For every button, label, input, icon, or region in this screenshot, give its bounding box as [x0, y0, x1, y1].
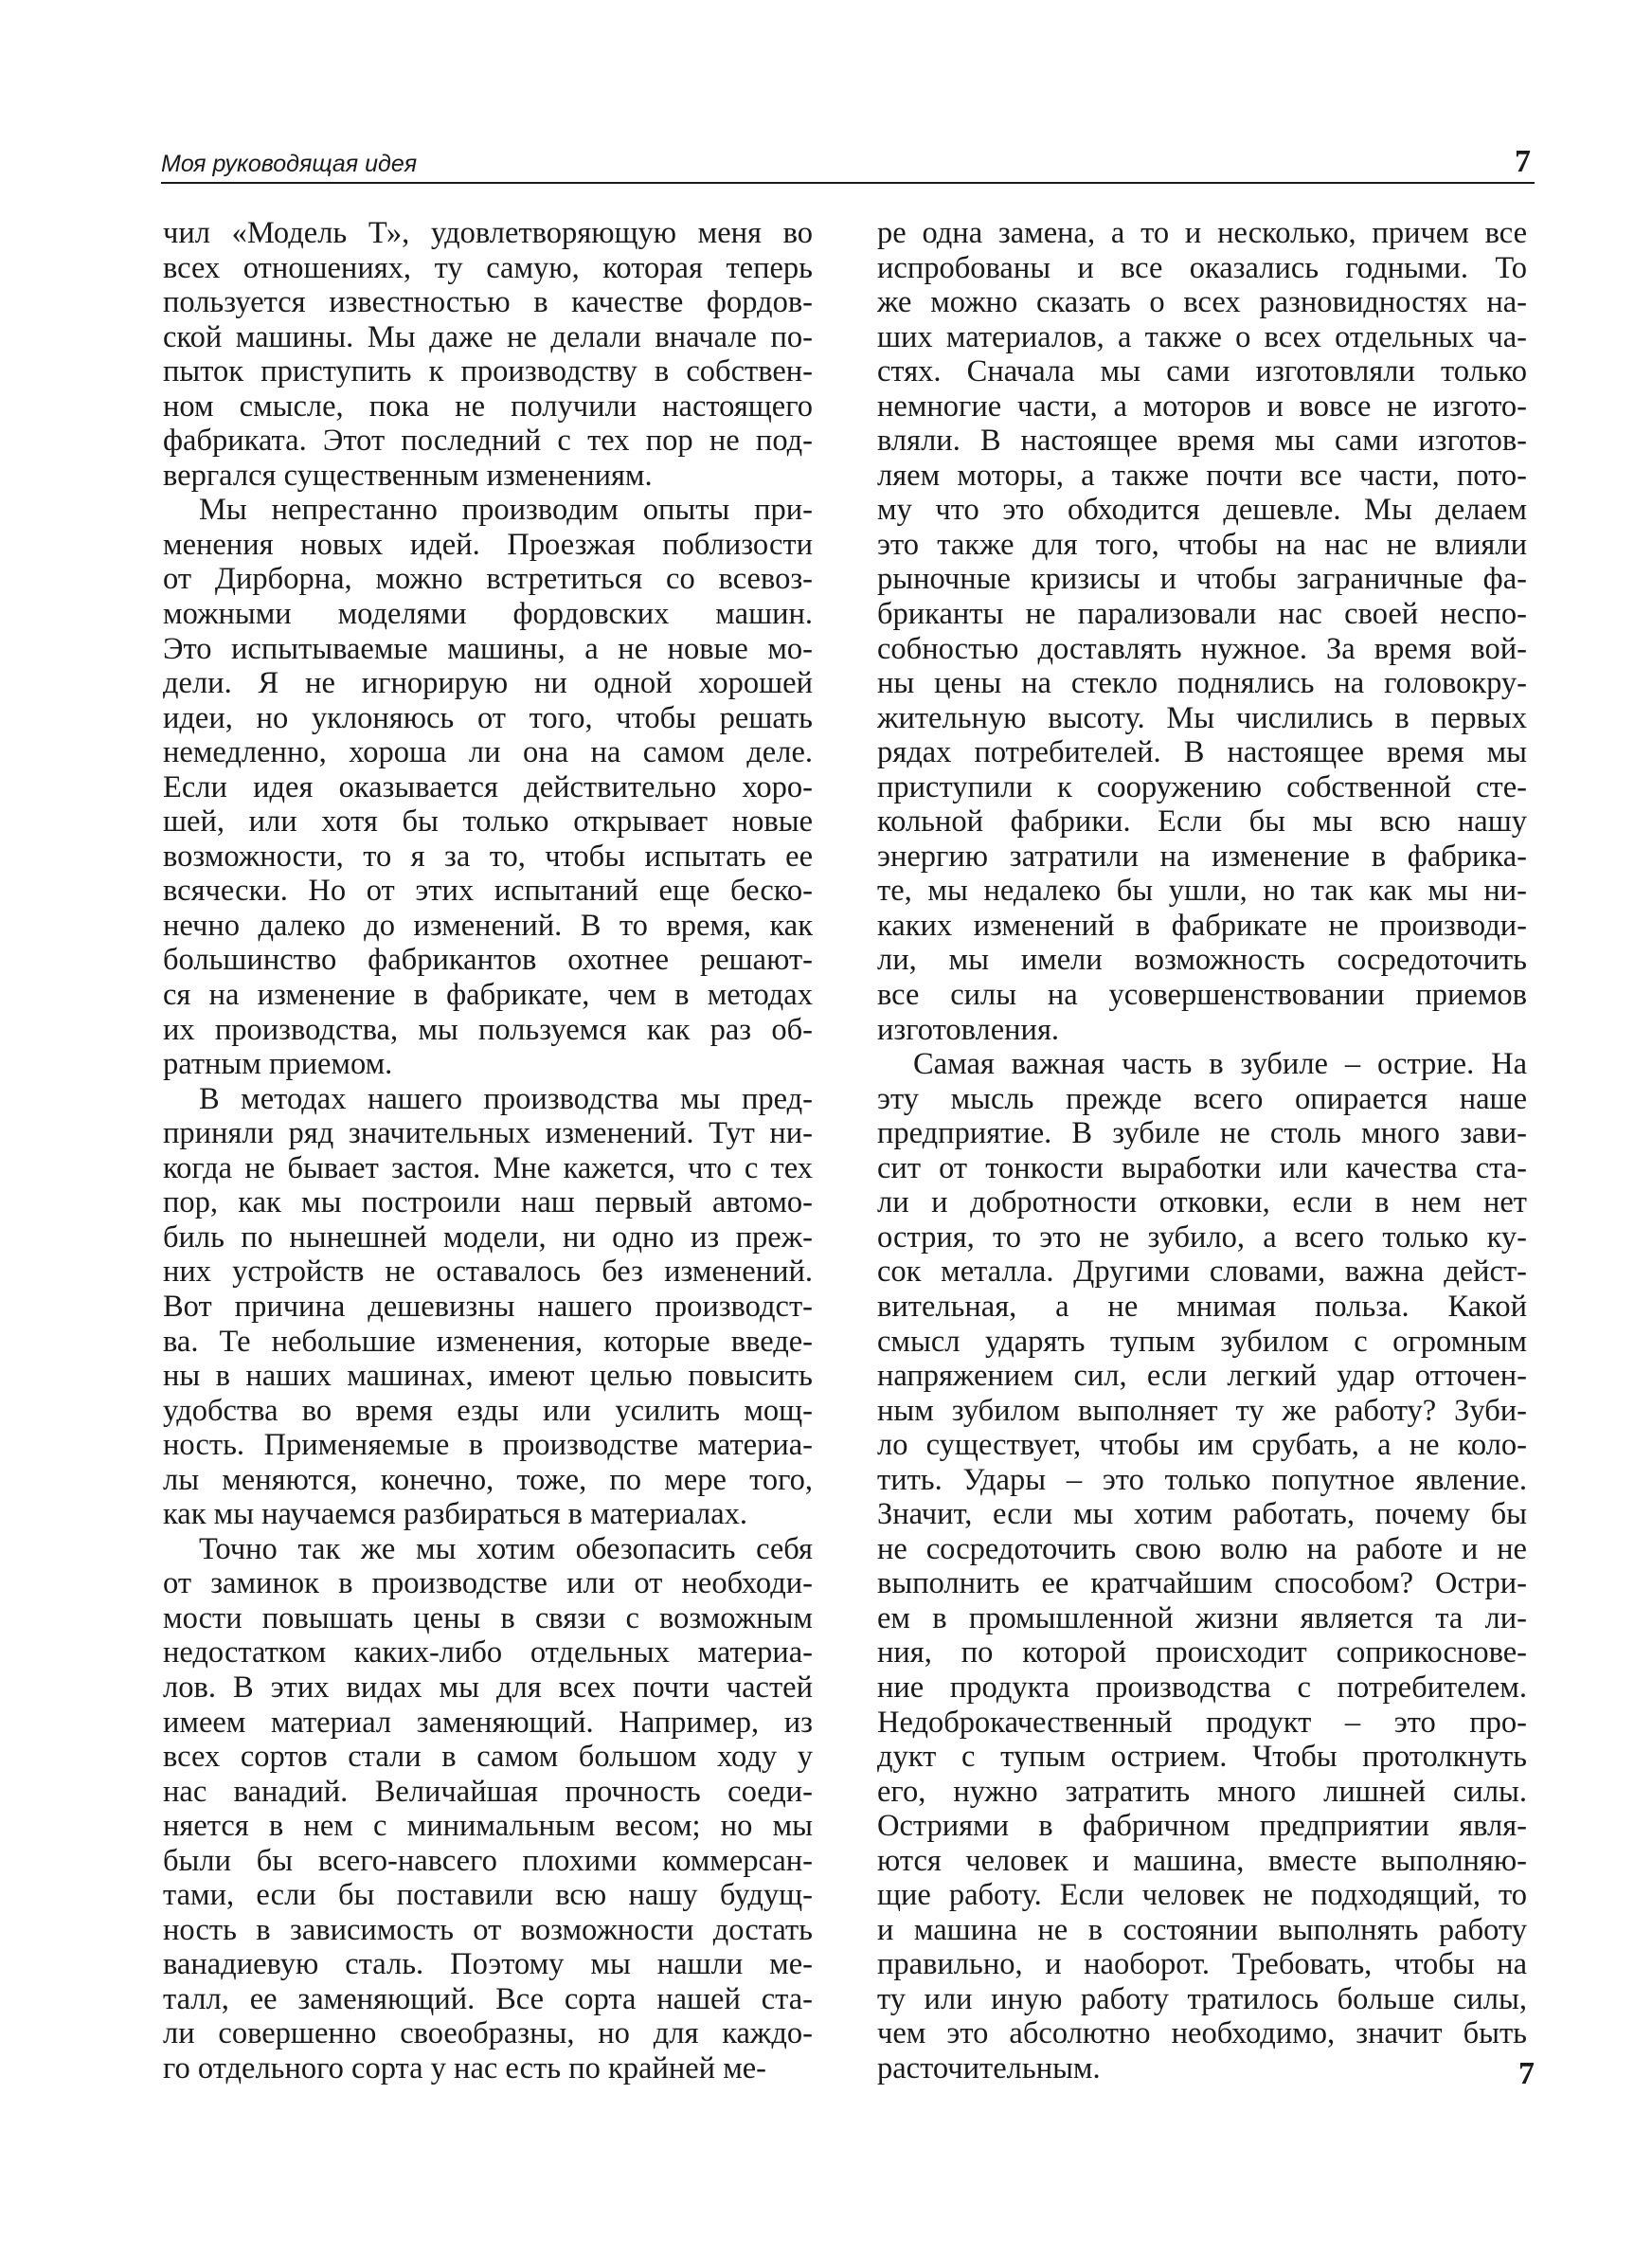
text-line: ность в зависимость от возможности достать — [163, 1912, 813, 1947]
text-line: расточительным. — [877, 2050, 1101, 2085]
text-line: Остриями в фабричном предприятии явля- — [877, 1809, 1527, 1844]
text-line: как мы научаемся разбираться в материалах. — [163, 1497, 748, 1532]
text-line: смысл ударять тупым зубилом с огромным — [877, 1324, 1527, 1359]
text-line: испробованы и все оказались годными. То — [877, 250, 1527, 285]
text-line: ли, мы имели возможность сосредоточить — [877, 943, 1527, 978]
text-line: не сосредоточить свою волю на работе и не — [877, 1531, 1527, 1566]
text-line: рядах потребителей. В настоящее время мы — [877, 735, 1527, 770]
text-line: биль по нынешней модели, ни одно из преж- — [163, 1219, 813, 1255]
text-line: В методах нашего производства мы пред- — [199, 1081, 813, 1116]
text-line: это также для того, чтобы на нас не влияли — [877, 527, 1527, 562]
right-column — [877, 216, 1527, 2086]
text-line: вляли. В настоящее время мы сами изготов- — [877, 424, 1527, 459]
paragraph — [877, 1047, 1527, 2085]
text-line: немногие части, а моторов и вовсе не изгото- — [877, 388, 1527, 424]
text-line: ре одна замена, а то и несколько, причем все — [877, 216, 1527, 250]
text-line: нас ванадий. Величайшая прочность соеди- — [163, 1774, 813, 1809]
text-line: дели. Я не игнорирую ни одной хорошей — [163, 666, 813, 701]
text-line: тами, если бы поставили всю нашу будущ- — [163, 1878, 813, 1913]
text-line: лы меняются, конечно, тоже, по мере того, — [163, 1462, 813, 1497]
text-line: мости повышать цены в связи с возможным — [163, 1600, 813, 1635]
text-line: Самая важная часть в зубиле – острие. На — [913, 1047, 1527, 1082]
text-line: стях. Сначала мы сами изготовляли только — [877, 354, 1527, 389]
text-line: пор, как мы построили наш первый автомо- — [163, 1185, 813, 1220]
text-line: имеем материал заменяющий. Например, из — [163, 1705, 813, 1740]
text-line: фабриката. Этот последний с тех пор не под- — [163, 424, 813, 459]
text-line: и машина не в состоянии выполнять работу — [877, 1912, 1527, 1947]
text-line: его, нужно затратить много лишней силы. — [877, 1774, 1527, 1809]
text-line: му что это обходится дешевле. Мы делаем — [877, 493, 1527, 528]
text-line: все силы на усовершенствовании приемов — [877, 978, 1527, 1013]
text-line: ли совершенно своеобразны, но для каждо- — [163, 2016, 813, 2051]
header-page-number: 7 — [1515, 144, 1531, 179]
text-line: пользуется известностью в качестве фордов- — [163, 285, 813, 320]
text-line: ются человек и машина, вместе выполняю- — [877, 1843, 1527, 1878]
text-line: ния, по которой происходит соприкоснове- — [877, 1635, 1527, 1670]
text-line: ся на изменение в фабрикате, чем в методах — [163, 978, 813, 1013]
text-line: вергался существенным изменениям. — [163, 458, 653, 493]
text-line: ном смысле, пока не получили настоящего — [163, 388, 813, 424]
text-line: го отдельного сорта у нас есть по крайней ме- — [163, 2050, 767, 2085]
left-column — [163, 216, 813, 2086]
text-line: дукт с тупым острием. Чтобы протолкнуть — [877, 1740, 1527, 1775]
text-line: эту мысль прежде всего опирается наше — [877, 1081, 1527, 1116]
text-line: приняли ряд значительных изменений. Тут ни- — [163, 1116, 813, 1151]
text-line: большинство фабрикантов охотнее решают- — [163, 943, 813, 978]
text-line: ны цены на стекло поднялись на головокру- — [877, 666, 1527, 701]
text-line: ших материалов, а также о всех отдельных ча- — [877, 319, 1527, 354]
paragraph — [163, 1082, 813, 1532]
text-line: ской машины. Мы даже не делали вначале по- — [163, 319, 813, 354]
text-line: бриканты не парализовали нас своей неспо- — [877, 597, 1527, 632]
text-line: всячески. Но от этих испытаний еще беско- — [163, 874, 813, 909]
text-line: талл, ее заменяющий. Все сорта нашей ста- — [163, 1981, 813, 2016]
text-line: же можно сказать о всех разновидностях на- — [877, 285, 1527, 320]
header-title: Моя руководящая идея — [161, 151, 418, 177]
text-line: их производства, мы пользуемся как раз об- — [163, 1012, 813, 1047]
text-line: когда не бывает застоя. Мне кажется, что с тех — [163, 1150, 813, 1185]
paragraph — [163, 493, 813, 1081]
text-line: возможности, то я за то, чтобы испытать ее — [163, 839, 813, 874]
text-line: сок металла. Другими словами, важна дейст- — [877, 1255, 1527, 1290]
text-line: Точно так же мы хотим обезопасить себя — [199, 1531, 813, 1566]
text-line: ность. Применяемые в производстве материа- — [163, 1428, 813, 1463]
text-line: менения новых идей. Проезжая поблизости — [163, 527, 813, 562]
text-line: ляем моторы, а также почти все части, пото- — [877, 458, 1527, 493]
text-line: от заминок в производстве или от необходи- — [163, 1566, 813, 1601]
text-line: приступили к сооружению собственной сте- — [877, 769, 1527, 804]
footer-page-number: 7 — [1518, 2056, 1535, 2091]
text-line: выполнить ее кратчайшим способом? Остри- — [877, 1566, 1527, 1601]
text-line: ванадиевую сталь. Поэтому мы нашли ме- — [163, 1947, 813, 1982]
text-line: чем это абсолютно необходимо, значит быть — [877, 2016, 1527, 2051]
text-line: нечно далеко до изменений. В то время, как — [163, 908, 813, 943]
text-line: Вот причина дешевизны нашего производст- — [163, 1289, 813, 1324]
text-line: можными моделями фордовских машин. — [163, 597, 813, 632]
text-line: изготовления. — [877, 1012, 1060, 1047]
text-line: пыток приступить к производству в собствен- — [163, 354, 813, 389]
text-line: Недоброкачественный продукт – это про- — [877, 1705, 1527, 1740]
text-line: них устройств не оставалось без изменений. — [163, 1255, 813, 1290]
text-line: лов. В этих видах мы для всех почти частей — [163, 1670, 813, 1705]
text-line: правильно, и наоборот. Требовать, чтобы на — [877, 1947, 1527, 1982]
text-line: Если идея оказывается действительно хоро- — [163, 769, 813, 804]
text-line: рыночные кризисы и чтобы заграничные фа- — [877, 562, 1527, 597]
paragraph — [163, 1532, 813, 2086]
text-line: кольной фабрики. Если бы мы всю нашу — [877, 804, 1527, 840]
text-line: собностью доставлять нужное. За время вой- — [877, 631, 1527, 666]
text-line: ным зубилом выполняет ту же работу? Зуби- — [877, 1393, 1527, 1428]
text-line: каких изменений в фабрикате не производи- — [877, 908, 1527, 943]
paragraph — [877, 216, 1527, 1047]
text-line: вительная, а не мнимая польза. Какой — [877, 1289, 1527, 1324]
text-line: те, мы недалеко бы ушли, но так как мы ни- — [877, 874, 1527, 909]
text-line: недостатком каких-либо отдельных материа- — [163, 1635, 813, 1670]
text-line: щие работу. Если человек не подходящий, то — [877, 1878, 1527, 1913]
text-line: няется в нем с минимальным весом; но мы — [163, 1809, 813, 1844]
text-line: ние продукта производства с потребителем. — [877, 1670, 1527, 1705]
text-line: энергию затратили на изменение в фабрика- — [877, 839, 1527, 874]
text-line: шей, или хотя бы только открывает новые — [163, 804, 813, 840]
text-line: Мы непрестанно производим опыты при- — [199, 493, 813, 528]
text-line: всех сортов стали в самом большом ходу у — [163, 1740, 813, 1775]
text-line: ло существует, чтобы им срубать, а не коло- — [877, 1428, 1527, 1463]
running-header — [161, 142, 1535, 184]
text-line: ратным приемом. — [163, 1047, 393, 1082]
paragraph — [163, 216, 813, 493]
text-line: всех отношениях, ту самую, которая теперь — [163, 250, 813, 285]
text-line: сит от тонкости выработки или качества ста- — [877, 1150, 1527, 1185]
text-line: были бы всего-навсего плохими коммерсан- — [163, 1843, 813, 1878]
text-line: удобства во время езды или усилить мощ- — [163, 1393, 813, 1428]
text-line: чил «Модель Т», удовлетворяющую меня во — [163, 216, 813, 250]
text-line: немедленно, хороша ли она на самом деле. — [163, 735, 813, 770]
text-line: жительную высоту. Мы числились в первых — [877, 700, 1527, 735]
text-line: Это испытываемые машины, а не новые мо- — [163, 631, 813, 666]
text-line: идеи, но уклоняюсь от того, чтобы решать — [163, 700, 813, 735]
text-line: от Дирборна, можно встретиться со всевоз- — [163, 562, 813, 597]
text-line: тить. Удары – это только попутное явление. — [877, 1462, 1527, 1497]
text-line: Значит, если мы хотим работать, почему бы — [877, 1497, 1527, 1532]
text-line: ту или иную работу тратилось больше силы, — [877, 1981, 1527, 2016]
text-line: ва. Те небольшие изменения, которые введе- — [163, 1324, 813, 1359]
text-line: острия, то это не зубило, а всего только ку- — [877, 1219, 1527, 1255]
text-line: ли и добротности отковки, если в нем нет — [877, 1185, 1527, 1220]
text-line: ны в наших машинах, имеют целью повысить — [163, 1359, 813, 1394]
text-line: предприятие. В зубиле не столь много зави- — [877, 1116, 1527, 1151]
text-line: ем в промышленной жизни является та ли- — [877, 1600, 1527, 1635]
text-line: напряжением сил, если легкий удар отточен- — [877, 1359, 1527, 1394]
